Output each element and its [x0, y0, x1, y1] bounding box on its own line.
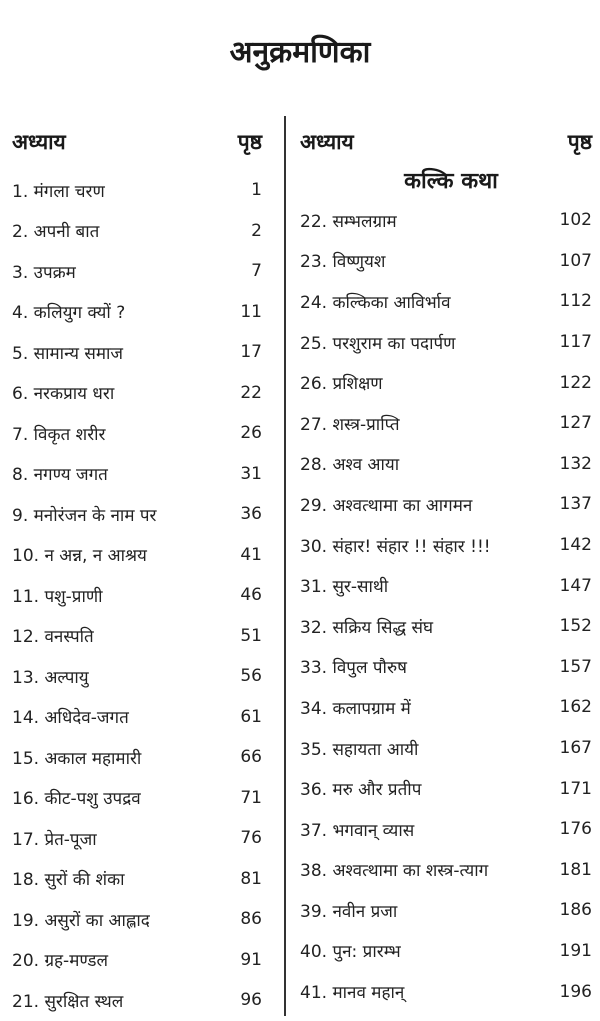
page-number: 1 — [251, 180, 262, 201]
chapter-title: 28. अश्व आया — [300, 455, 400, 476]
chapter-title: 8. नगण्य जगत — [12, 465, 108, 486]
toc-entry — [300, 647, 592, 688]
page-number: 22 — [240, 382, 262, 403]
toc-entry — [12, 575, 262, 616]
chapter-title: 41. मानव महान् — [300, 983, 405, 1004]
page-number: 91 — [240, 949, 262, 970]
toc-entry — [12, 373, 262, 414]
toc-entry — [300, 809, 592, 850]
chapter-title: 35. सहायता आयी — [300, 739, 419, 760]
chapter-title: 18. सुरों की शंका — [12, 870, 125, 891]
page-number: 142 — [559, 535, 592, 556]
chapter-title: 13. अल्पायु — [12, 667, 89, 688]
column-header — [12, 124, 262, 160]
toc-entry — [12, 616, 262, 657]
page-number: 66 — [240, 747, 262, 768]
page-number: 147 — [559, 575, 592, 596]
chapter-title: 7. विकृत शरीर — [12, 424, 106, 445]
chapter-title: 6. नरकप्राय धरा — [12, 384, 115, 405]
chapter-title: 25. परशुराम का पदार्पण — [300, 333, 456, 354]
toc-entry — [12, 332, 262, 373]
chapter-title: 34. कलापग्राम में — [300, 698, 411, 719]
page-number: 186 — [559, 900, 592, 921]
chapter-title: 29. अश्वत्थामा का आगमन — [300, 495, 473, 516]
chapter-title: 26. प्रशिक्षण — [300, 374, 383, 395]
chapter-title: 27. शस्त्र-प्राप्ति — [300, 414, 400, 435]
column-header — [300, 124, 592, 160]
column-divider — [284, 116, 286, 1016]
toc-entry — [300, 281, 592, 322]
page-number: 117 — [559, 332, 592, 353]
page-header: पृष्ठ — [567, 130, 592, 154]
chapter-title: 10. न अन्न, न आश्रय — [12, 546, 147, 567]
chapter-title: 2. अपनी बात — [12, 222, 100, 243]
toc-entry — [12, 899, 262, 940]
chapter-title: 16. कीट-पशु उपद्रव — [12, 789, 141, 810]
toc-entry — [12, 454, 262, 495]
toc-entry — [300, 403, 592, 444]
chapter-title: 11. पशु-प्राणी — [12, 586, 103, 607]
toc-entry — [300, 565, 592, 606]
page-number: 196 — [559, 981, 592, 1002]
page-number: 181 — [559, 859, 592, 880]
page-number: 176 — [559, 819, 592, 840]
toc-entry — [12, 251, 262, 292]
chapter-title: 36. मरु और प्रतीप — [300, 780, 422, 801]
page-header: पृष्ठ — [237, 130, 262, 154]
page-number: 71 — [240, 787, 262, 808]
toc-entry — [300, 444, 592, 485]
toc-entry — [12, 778, 262, 819]
page-number: 41 — [240, 544, 262, 565]
chapter-title: 12. वनस्पति — [12, 627, 94, 648]
chapter-title: 37. भगवान् व्यास — [300, 820, 415, 841]
chapter-title: 24. कल्किका आविर्भाव — [300, 292, 451, 313]
page-title: अनुक्रमणिका — [229, 35, 371, 70]
page-number: 112 — [559, 291, 592, 312]
toc-entry — [300, 728, 592, 769]
toc-list-right — [300, 200, 592, 1012]
toc-entry — [12, 980, 262, 1021]
chapter-title: 1. मंगला चरण — [12, 181, 105, 202]
toc-entry — [300, 850, 592, 891]
toc-entry — [12, 494, 262, 535]
page-number: 132 — [559, 453, 592, 474]
toc-entry — [300, 241, 592, 282]
toc-entry — [12, 656, 262, 697]
page-number: 162 — [559, 697, 592, 718]
toc-entry — [12, 697, 262, 738]
toc-entry — [12, 818, 262, 859]
page-number: 167 — [559, 738, 592, 759]
chapter-title: 20. ग्रह-मण्डल — [12, 951, 109, 972]
toc-entry — [300, 525, 592, 566]
page-number: 46 — [240, 585, 262, 606]
chapter-title: 32. सक्रिय सिद्ध संघ — [300, 617, 434, 638]
toc-entry — [300, 200, 592, 241]
toc-column-right — [300, 124, 592, 1012]
chapter-title: 9. मनोरंजन के नाम पर — [12, 505, 157, 526]
page-number: 2 — [251, 220, 262, 241]
page-number: 31 — [240, 463, 262, 484]
page-number: 51 — [240, 625, 262, 646]
toc-entry — [300, 687, 592, 728]
toc-entry — [300, 931, 592, 972]
page-number: 102 — [559, 210, 592, 231]
page-number: 122 — [559, 372, 592, 393]
toc-entry — [300, 362, 592, 403]
toc-entry — [12, 170, 262, 211]
toc-entry — [12, 940, 262, 981]
page-number: 191 — [559, 940, 592, 961]
toc-entry — [300, 606, 592, 647]
page-number: 137 — [559, 494, 592, 515]
page-number: 107 — [559, 250, 592, 271]
chapter-header: अध्याय — [12, 130, 66, 154]
chapter-title: 14. अधिदेव-जगत — [12, 708, 129, 729]
toc-column-left — [12, 124, 262, 1021]
page-number: 96 — [240, 990, 262, 1011]
toc-entry — [12, 859, 262, 900]
page-number: 36 — [240, 504, 262, 525]
page-number: 26 — [240, 423, 262, 444]
chapter-title: 23. विष्णुयश — [300, 252, 386, 273]
chapter-title: 5. सामान्य समाज — [12, 343, 124, 364]
toc-entry — [12, 292, 262, 333]
toc-entry — [12, 737, 262, 778]
page-number: 86 — [240, 909, 262, 930]
chapter-title: 39. नवीन प्रजा — [300, 901, 398, 922]
page-number: 56 — [240, 666, 262, 687]
page-number: 76 — [240, 828, 262, 849]
chapter-title: 21. सुरक्षित स्थल — [12, 991, 124, 1012]
chapter-title: 17. प्रेत-पूजा — [12, 829, 97, 850]
page-number: 17 — [240, 342, 262, 363]
toc-entry — [300, 971, 592, 1012]
toc-entry — [12, 535, 262, 576]
chapter-header: अध्याय — [300, 130, 354, 154]
toc-list-left — [12, 170, 262, 1021]
chapter-title: 31. सुर-साथी — [300, 577, 389, 598]
toc-entry — [12, 413, 262, 454]
page-number: 7 — [251, 261, 262, 282]
chapter-title: 30. संहार! संहार !! संहार !!! — [300, 536, 491, 557]
chapter-title: 40. पुन: प्रारम्भ — [300, 942, 401, 963]
chapter-title: 22. सम्भलग्राम — [300, 211, 397, 232]
toc-entry — [300, 322, 592, 363]
page-number: 127 — [559, 413, 592, 434]
chapter-title: 4. कलियुग क्यों ? — [12, 303, 126, 324]
page-number: 61 — [240, 706, 262, 727]
chapter-title: 15. अकाल महामारी — [12, 748, 142, 769]
toc-entry — [300, 484, 592, 525]
chapter-title: 3. उपक्रम — [12, 262, 76, 283]
page-number: 152 — [559, 616, 592, 637]
chapter-title: 19. असुरों का आह्लाद — [12, 910, 150, 931]
page-number: 81 — [240, 868, 262, 889]
toc-entry — [300, 768, 592, 809]
chapter-title: 33. विपुल पौरुष — [300, 658, 407, 679]
page-number: 157 — [559, 656, 592, 677]
page-number: 171 — [559, 778, 592, 799]
section-title: कल्कि कथा — [404, 169, 498, 194]
toc-entry — [300, 890, 592, 931]
chapter-title: 38. अश्वत्थामा का शस्त्र-त्याग — [300, 861, 489, 882]
toc-entry — [12, 211, 262, 252]
page-number: 11 — [240, 301, 262, 322]
